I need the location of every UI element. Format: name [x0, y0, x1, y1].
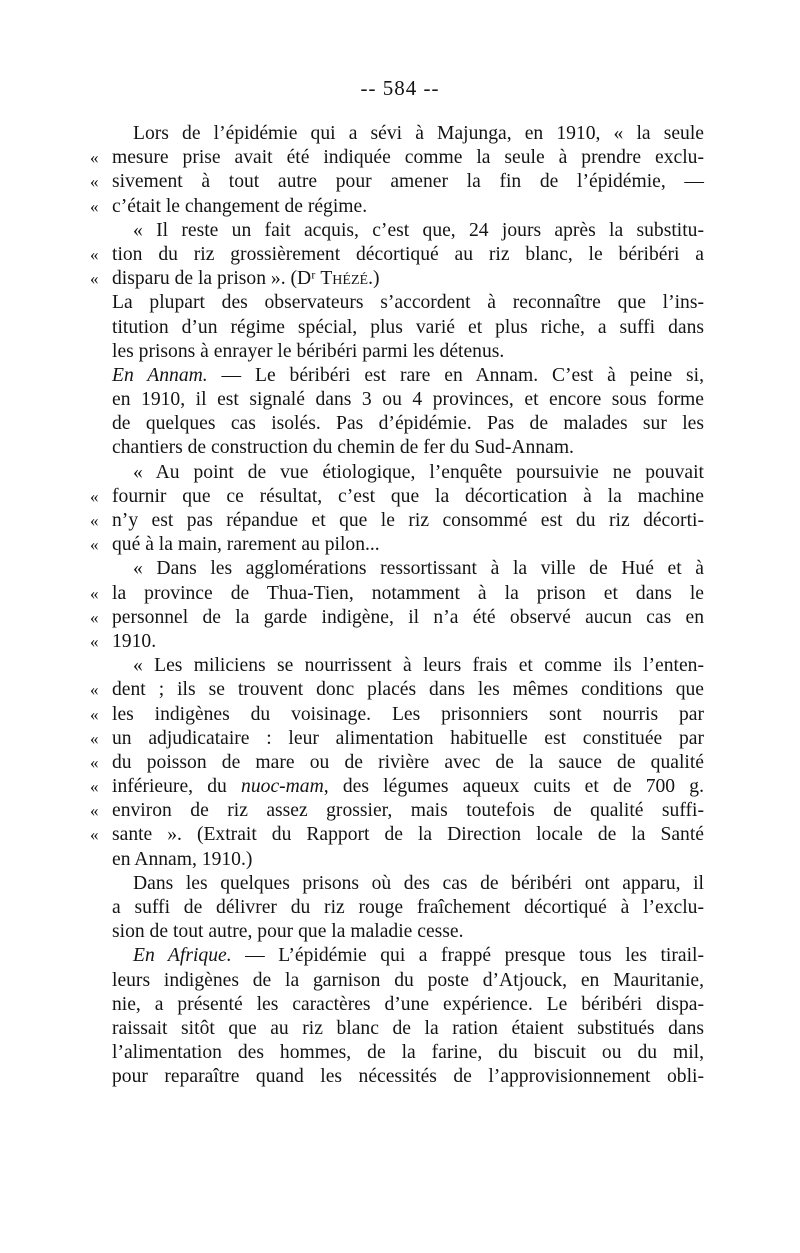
- text-line: [90, 630, 704, 654]
- line-text: qué à la main, rarement au pilon...: [112, 534, 380, 556]
- line-text: , des légumes aqueux cuits et de 700 g.: [323, 776, 704, 798]
- text-line: [90, 509, 704, 533]
- quote-mark: «: [90, 607, 99, 627]
- text-line: [112, 896, 704, 920]
- text-line: [90, 823, 704, 847]
- text-line: [112, 1065, 704, 1089]
- line-text: a suffi de délivrer du riz rouge fraîchement décortiqué à l’exclu-: [112, 897, 704, 918]
- text-line: [90, 751, 704, 775]
- text-line: [112, 461, 704, 485]
- text-line: [112, 388, 704, 412]
- line-text: sion de tout autre, pour que la maladie cesse.: [112, 921, 464, 943]
- line-text: titution d’un régime spécial, plus varié et plus riche, a suffi dans: [112, 316, 704, 338]
- line-text: .): [368, 268, 380, 290]
- text-line: [112, 436, 704, 460]
- text-line: [90, 606, 704, 630]
- line-text: « Les miliciens se nourrissent à leurs frais et comme ils l’enten-: [133, 655, 704, 677]
- line-text: raissait sitôt que au riz blanc de la ration étaient substitués dans: [112, 1017, 704, 1039]
- text-line: [90, 146, 704, 170]
- text-line: [112, 969, 704, 993]
- text-line: [90, 678, 704, 702]
- line-text: — L’épidémie qui a frappé presque tous les tirail-: [231, 945, 705, 967]
- line-text: la province de Thua-Tien, notamment à la prison et dans le: [112, 582, 704, 604]
- text-line: [90, 170, 704, 194]
- line-text: 1910.: [112, 630, 157, 652]
- line-text: Dans les quelques prisons où des cas de béribéri ont apparu, il: [133, 872, 704, 894]
- quote-mark: «: [90, 680, 99, 700]
- text-line: [112, 364, 704, 388]
- quote-mark: «: [90, 196, 99, 216]
- quote-mark: «: [90, 148, 99, 168]
- text-line: [112, 1041, 704, 1065]
- line-text: chantiers de construction du chemin de fer du Sud-Annam.: [112, 437, 574, 459]
- line-text: personnel de la garde indigène, il n’a été observé aucun cas en: [112, 606, 704, 628]
- text-line: [112, 219, 704, 243]
- text-line: [90, 485, 704, 509]
- line-text: sivement à tout autre pour amener la fin de l’épidémie, —: [112, 171, 704, 193]
- text-line: [112, 848, 704, 872]
- quote-mark: «: [90, 583, 99, 603]
- line-text: les prisons à enrayer le béribéri parmi les détenus.: [112, 340, 505, 362]
- line-text: en 1910, il est signalé dans 3 ou 4 provinces, et encore sous forme: [112, 389, 704, 411]
- text-line: [90, 727, 704, 751]
- line-text: « Dans les agglomérations ressortissant à la ville de Hué et à: [133, 558, 704, 580]
- text-line: [90, 703, 704, 727]
- line-text: nuoc-mam: [241, 776, 324, 798]
- quote-mark: «: [90, 631, 99, 651]
- text-line: [112, 654, 704, 678]
- quote-mark: «: [90, 777, 99, 797]
- text-line: [90, 195, 704, 219]
- line-text: En Afrique.: [133, 945, 232, 967]
- line-text: c’était le changement de régime.: [112, 195, 368, 217]
- line-text: — Le béribéri est rare en Annam. C’est à peine si,: [207, 364, 704, 386]
- quote-mark: «: [90, 752, 99, 772]
- line-text: « Il reste un fait acquis, c’est que, 24 jours après la substitu-: [133, 219, 704, 241]
- line-text: environ de riz assez grossier, mais toutefois de qualité suffi-: [112, 800, 704, 822]
- text-line: [90, 243, 704, 267]
- line-text: tion du riz grossièrement décortiqué au riz blanc, le béribéri a: [112, 243, 704, 265]
- line-text: l’alimentation des hommes, de la farine, du biscuit ou du mil,: [112, 1042, 704, 1064]
- text-line: [90, 533, 704, 557]
- text-line: [112, 944, 704, 968]
- quote-mark: «: [90, 511, 99, 530]
- line-text: Lors de l’épidémie qui a sévi à Majunga, en 1910, « la seule: [133, 123, 704, 144]
- line-text: inférieure, du: [112, 776, 242, 798]
- line-text: fournir que ce résultat, c’est que la décortication à la machine: [112, 485, 704, 507]
- page-number: -- 584 --: [360, 76, 440, 100]
- line-text: un adjudicataire : leur alimentation habituelle est constituée par: [112, 727, 704, 749]
- text-line: [90, 775, 704, 799]
- line-text: En Annam.: [112, 364, 208, 386]
- text-line: [112, 993, 704, 1017]
- line-text: La plupart des observateurs s’accordent à reconnaître que l’ins-: [112, 292, 704, 314]
- quote-mark: «: [90, 825, 99, 845]
- text-line: [112, 920, 704, 944]
- line-text: nie, a présenté les caractères d’une expérience. Le béribéri dispa-: [112, 993, 704, 1015]
- text-line: [90, 799, 704, 823]
- text-line: [90, 267, 704, 291]
- quote-mark: «: [90, 486, 99, 506]
- line-text: du poisson de mare ou de rivière avec de la sauce de qualité: [112, 751, 704, 773]
- body-text: [90, 122, 705, 1090]
- text-line: [90, 582, 704, 606]
- text-line: [112, 412, 704, 436]
- line-text: « Au point de vue étiologique, l’enquête poursuivie ne pouvait: [133, 461, 704, 483]
- line-text: sante ». (Extrait du Rapport de la Direction locale de la Santé: [112, 824, 704, 846]
- text-line: [112, 872, 704, 896]
- text-line: [112, 316, 704, 340]
- line-text: leurs indigènes de la garnison du poste d’Atjouck, en Mauritanie,: [112, 969, 704, 991]
- line-text: les indigènes du voisinage. Les prisonniers sont nourris par: [112, 703, 704, 725]
- quote-mark: «: [90, 801, 99, 821]
- text-line: [112, 291, 704, 315]
- quote-mark: «: [90, 728, 99, 748]
- quote-mark: «: [90, 704, 99, 724]
- text-line: [112, 122, 704, 146]
- text-line: [112, 340, 704, 364]
- line-text: dent ; ils se trouvent donc placés dans les mêmes conditions que: [112, 679, 704, 701]
- line-text: de quelques cas isolés. Pas d’épidémie. Pas de malades sur les: [112, 413, 704, 435]
- line-text: en Annam, 1910.): [112, 848, 253, 870]
- text-line: [112, 1017, 704, 1041]
- line-text: mesure prise avait été indiquée comme la seule à prendre exclu-: [112, 147, 704, 169]
- quote-mark: «: [90, 172, 99, 192]
- quote-mark: «: [90, 269, 99, 289]
- line-text: n’y est pas répandue et que le riz consommé est du riz décorti-: [112, 510, 704, 531]
- line-text: Thézé: [320, 268, 369, 290]
- line-text: disparu de la prison ». (Dʳ: [112, 268, 321, 290]
- line-text: pour reparaître quand les nécessités de l’approvisionnement obli-: [112, 1066, 704, 1088]
- quote-mark: «: [90, 535, 99, 555]
- quote-mark: «: [90, 244, 99, 264]
- text-line: [112, 557, 704, 581]
